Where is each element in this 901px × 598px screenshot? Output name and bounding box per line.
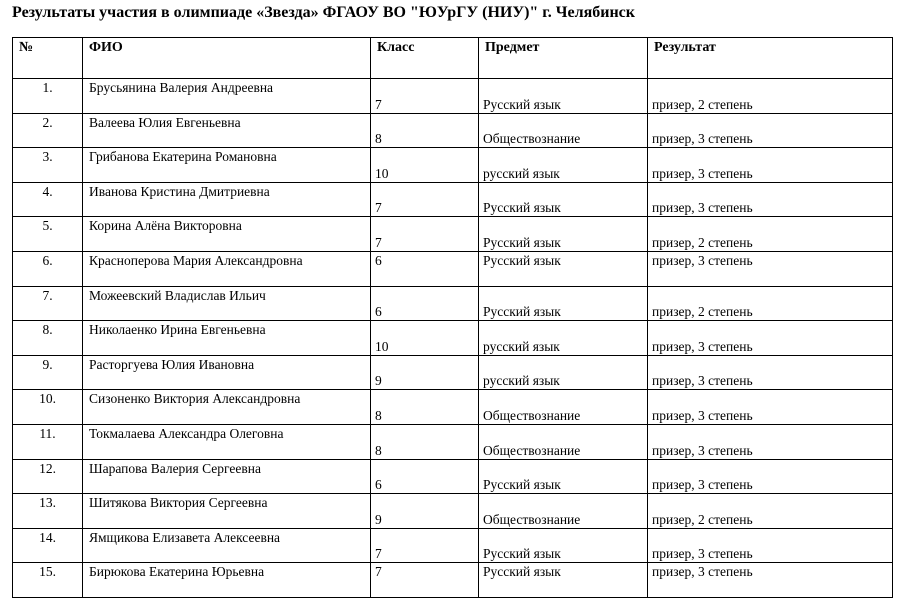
- row-subject-cell: [479, 182, 648, 217]
- row-number-cell: [13, 321, 83, 356]
- row-fio-cell: [83, 355, 371, 390]
- row-fio-cell: [83, 217, 371, 252]
- row-result: призер, 3 степень: [652, 252, 753, 268]
- row-number: 8.: [42, 322, 53, 338]
- row-class: 7: [375, 200, 382, 216]
- row-class: 6: [375, 477, 382, 493]
- row-subject: Обществознание: [483, 511, 581, 527]
- row-result-cell: [648, 251, 893, 286]
- table-row: [13, 459, 893, 494]
- row-subject: Русский язык: [483, 477, 561, 493]
- row-class: 7: [375, 96, 382, 112]
- row-number: 10.: [39, 391, 56, 407]
- row-fio-cell: [83, 251, 371, 286]
- row-fio: Брусьянина Валерия Андреевна: [89, 80, 274, 95]
- header-subject: Предмет: [479, 38, 648, 79]
- row-result: призер, 3 степень: [652, 131, 753, 147]
- row-number-cell: [13, 182, 83, 217]
- row-fio: Сизоненко Виктория Александровна: [89, 391, 301, 407]
- row-class-cell: [371, 148, 479, 183]
- table-row: [13, 321, 893, 356]
- row-result-cell: [648, 355, 893, 390]
- row-class: 7: [375, 234, 382, 250]
- row-fio-cell: [83, 182, 371, 217]
- row-result-cell: [648, 390, 893, 425]
- row-subject: Русский язык: [483, 200, 561, 216]
- row-result: призер, 3 степень: [652, 442, 753, 458]
- row-result: призер, 3 степень: [652, 546, 753, 562]
- row-number-cell: [13, 563, 83, 598]
- row-fio-cell: [83, 390, 371, 425]
- table-row: [13, 148, 893, 183]
- table-row: [13, 251, 893, 286]
- row-fio-cell: [83, 148, 371, 183]
- row-fio: Николаенко Ирина Евгеньевна: [89, 322, 266, 338]
- row-class-cell: [371, 79, 479, 114]
- row-subject-cell: [479, 113, 648, 148]
- row-result-cell: [648, 494, 893, 529]
- row-result: призер, 3 степень: [652, 477, 753, 493]
- row-subject: Обществознание: [483, 131, 581, 147]
- row-number: 11.: [39, 425, 56, 441]
- row-class: 6: [375, 304, 382, 320]
- row-number-cell: [13, 217, 83, 252]
- row-class-cell: [371, 251, 479, 286]
- row-result-cell: [648, 459, 893, 494]
- row-result: призер, 3 степень: [652, 564, 753, 580]
- row-number: 9.: [42, 356, 53, 372]
- row-fio: Бирюкова Екатерина Юрьевна: [89, 564, 265, 580]
- row-number: 6.: [42, 252, 53, 268]
- row-fio-cell: [83, 113, 371, 148]
- row-subject-cell: [479, 251, 648, 286]
- row-result-cell: [648, 424, 893, 459]
- row-number: 13.: [39, 495, 56, 511]
- table-row: [13, 286, 893, 321]
- row-fio: Красноперова Мария Александровна: [89, 252, 303, 268]
- row-subject: Русский язык: [483, 252, 561, 268]
- row-fio-cell: [83, 563, 371, 598]
- row-class: 8: [375, 442, 382, 458]
- row-subject-cell: [479, 286, 648, 321]
- row-fio-cell: [83, 79, 371, 114]
- row-subject: Обществознание: [483, 442, 581, 458]
- row-result-cell: [648, 528, 893, 563]
- results-table: [12, 37, 893, 598]
- row-subject: русский язык: [483, 165, 560, 181]
- row-number: 3.: [42, 149, 53, 165]
- row-class-cell: [371, 217, 479, 252]
- row-fio: Иванова Кристина Дмитриевна: [89, 183, 270, 199]
- header-class: Класс: [371, 38, 479, 79]
- row-class-cell: [371, 494, 479, 529]
- row-subject: Русский язык: [483, 234, 561, 250]
- table-body: [13, 79, 893, 598]
- row-number-cell: [13, 528, 83, 563]
- row-class-cell: [371, 390, 479, 425]
- row-number: 2.: [42, 114, 53, 130]
- row-result-cell: [648, 217, 893, 252]
- row-number: 15.: [39, 564, 56, 580]
- row-fio: Можеевский Владислав Ильич: [89, 287, 266, 303]
- header-result: Результат: [648, 38, 893, 79]
- table-row: [13, 390, 893, 425]
- row-class: 6: [375, 252, 382, 268]
- row-subject-cell: [479, 321, 648, 356]
- row-result-cell: [648, 286, 893, 321]
- table-row: [13, 355, 893, 390]
- row-subject-cell: [479, 79, 648, 114]
- row-result: призер, 2 степень: [652, 96, 753, 112]
- row-result-cell: [648, 148, 893, 183]
- row-number: 1.: [42, 80, 53, 95]
- row-fio: Шитякова Виктория Сергеевна: [89, 495, 268, 511]
- table-row: [13, 113, 893, 148]
- row-class: 7: [375, 546, 382, 562]
- row-fio-cell: [83, 424, 371, 459]
- row-number: 7.: [42, 287, 53, 303]
- row-number-cell: [13, 286, 83, 321]
- row-result: призер, 2 степень: [652, 234, 753, 250]
- row-fio-cell: [83, 494, 371, 529]
- table-row: [13, 182, 893, 217]
- row-subject: Русский язык: [483, 546, 561, 562]
- row-result-cell: [648, 79, 893, 114]
- row-number-cell: [13, 355, 83, 390]
- row-result: призер, 2 степень: [652, 304, 753, 320]
- row-fio: Токмалаева Александра Олеговна: [89, 425, 284, 441]
- row-fio: Расторгуева Юлия Ивановна: [89, 356, 255, 372]
- row-class: 8: [375, 131, 382, 147]
- table-row: [13, 424, 893, 459]
- row-fio: Грибанова Екатерина Романовна: [89, 149, 277, 165]
- table-row: [13, 528, 893, 563]
- row-fio-cell: [83, 528, 371, 563]
- row-fio-cell: [83, 459, 371, 494]
- row-class-cell: [371, 321, 479, 356]
- table-row: [13, 217, 893, 252]
- row-fio: Валеева Юлия Евгеньевна: [89, 114, 241, 130]
- row-number-cell: [13, 148, 83, 183]
- row-number-cell: [13, 459, 83, 494]
- row-subject-cell: [479, 148, 648, 183]
- row-fio: Шарапова Валерия Сергеевна: [89, 460, 261, 476]
- row-subject: русский язык: [483, 338, 560, 354]
- row-subject-cell: [479, 390, 648, 425]
- row-number-cell: [13, 251, 83, 286]
- row-number-cell: [13, 494, 83, 529]
- row-subject-cell: [479, 494, 648, 529]
- row-subject-cell: [479, 355, 648, 390]
- row-class-cell: [371, 286, 479, 321]
- row-result: призер, 3 степень: [652, 165, 753, 181]
- row-subject: Русский язык: [483, 96, 561, 112]
- row-number-cell: [13, 390, 83, 425]
- row-result: призер, 3 степень: [652, 407, 753, 423]
- table-row: [13, 494, 893, 529]
- row-number-cell: [13, 424, 83, 459]
- row-subject-cell: [479, 563, 648, 598]
- row-class-cell: [371, 424, 479, 459]
- row-number-cell: [13, 79, 83, 114]
- row-class-cell: [371, 355, 479, 390]
- row-class-cell: [371, 182, 479, 217]
- row-class: 10: [375, 338, 389, 354]
- row-class-cell: [371, 563, 479, 598]
- row-number: 12.: [39, 460, 56, 476]
- row-result: призер, 3 степень: [652, 338, 753, 354]
- row-subject-cell: [479, 528, 648, 563]
- row-class: 9: [375, 373, 382, 389]
- row-subject-cell: [479, 424, 648, 459]
- row-result-cell: [648, 563, 893, 598]
- row-fio: Корина Алёна Викторовна: [89, 218, 242, 234]
- row-subject-cell: [479, 217, 648, 252]
- table-header-row: [13, 38, 893, 79]
- row-class-cell: [371, 113, 479, 148]
- row-number: 4.: [42, 183, 53, 199]
- header-number: №: [13, 38, 83, 79]
- row-result: призер, 3 степень: [652, 373, 753, 389]
- row-subject: Русский язык: [483, 304, 561, 320]
- page-title: Результаты участия в олимпиаде «Звезда» ФГАОУ ВО "ЮУрГУ (НИУ)" г. Челябинск: [12, 4, 635, 21]
- row-fio-cell: [83, 286, 371, 321]
- row-number: 5.: [42, 218, 53, 234]
- row-subject-cell: [479, 459, 648, 494]
- row-number: 14.: [39, 529, 56, 545]
- table-row: [13, 79, 893, 114]
- row-result-cell: [648, 113, 893, 148]
- row-subject: Русский язык: [483, 564, 561, 580]
- row-fio: Ямщикова Елизавета Алексеевна: [89, 529, 281, 545]
- row-result: призер, 2 степень: [652, 511, 753, 527]
- row-subject: Обществознание: [483, 407, 581, 423]
- row-class: 8: [375, 407, 382, 423]
- table-row: [13, 563, 893, 598]
- row-result: призер, 3 степень: [652, 200, 753, 216]
- row-class-cell: [371, 528, 479, 563]
- row-fio-cell: [83, 321, 371, 356]
- row-class-cell: [371, 459, 479, 494]
- row-result-cell: [648, 321, 893, 356]
- row-class: 7: [375, 564, 382, 580]
- row-subject: русский язык: [483, 373, 560, 389]
- header-fio: ФИО: [83, 38, 371, 79]
- row-class: 10: [375, 165, 389, 181]
- row-class: 9: [375, 511, 382, 527]
- row-number-cell: [13, 113, 83, 148]
- row-result-cell: [648, 182, 893, 217]
